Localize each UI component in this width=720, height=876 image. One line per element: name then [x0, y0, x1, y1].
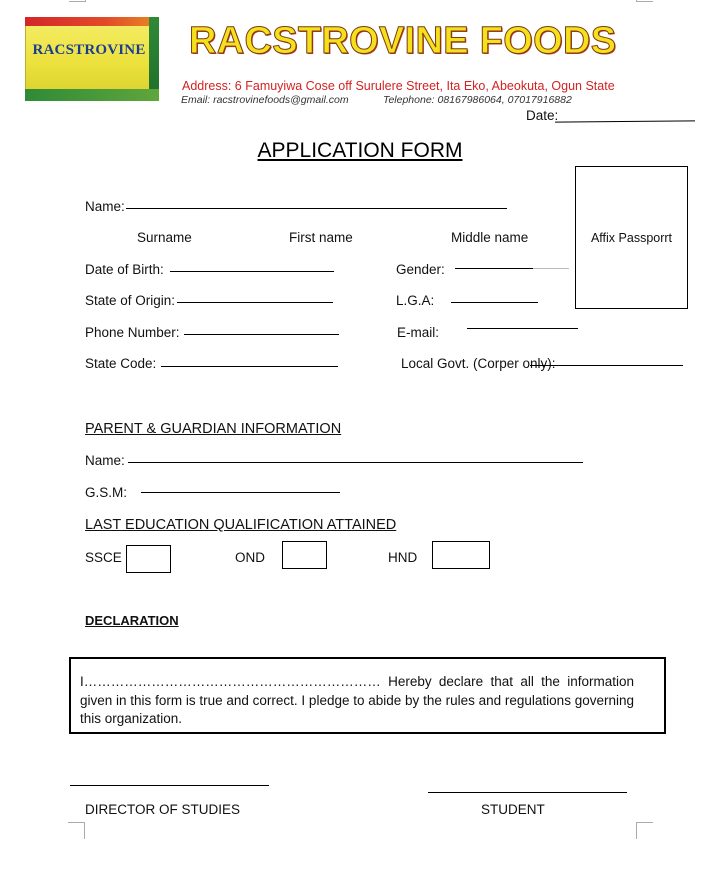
- declaration-heading: DECLARATION: [85, 613, 179, 628]
- lga-field[interactable]: [451, 302, 538, 303]
- corner-mark-top-right: [636, 0, 653, 2]
- ond-checkbox[interactable]: [282, 541, 327, 569]
- surname-caption: Surname: [137, 230, 192, 245]
- parent-name-field[interactable]: [128, 462, 583, 463]
- company-email: Email: racstrovinefoods@gmail.com: [181, 94, 349, 106]
- phone-field[interactable]: [184, 334, 339, 335]
- gender-field-tail: [533, 268, 569, 269]
- first-name-caption: First name: [289, 230, 353, 245]
- company-name: RACSTROVINE FOODS: [189, 20, 617, 62]
- state-origin-label: State of Origin:: [85, 293, 176, 308]
- corner-mark-bottom-right: [636, 822, 653, 839]
- student-signature-line[interactable]: [428, 792, 627, 793]
- ssce-label: SSCE: [85, 550, 122, 565]
- logo-red-stripe: [25, 17, 159, 26]
- company-telephone: Telephone: 08167986064, 07017916882: [383, 94, 572, 106]
- passport-label: Affix Passporrt: [590, 230, 673, 245]
- parent-name-label: Name:: [85, 453, 125, 468]
- name-label: Name:: [85, 199, 125, 214]
- gsm-field[interactable]: [141, 492, 340, 493]
- student-label: STUDENT: [481, 802, 545, 817]
- passport-photo-box[interactable]: [575, 166, 688, 309]
- middle-name-caption: Middle name: [451, 230, 529, 245]
- local-govt-field[interactable]: [530, 365, 683, 366]
- ssce-checkbox[interactable]: [126, 545, 171, 573]
- local-govt-label: Local Govt. (Corper only):: [401, 356, 556, 371]
- company-address: Address: 6 Famuyiwa Cose off Surulere Street, Ita Eko, Abeokuta, Ogun State: [182, 79, 615, 93]
- declaration-box: [69, 657, 666, 734]
- logo-text: RACSTROVINE: [32, 42, 146, 58]
- date-field[interactable]: [555, 120, 695, 122]
- corner-mark-top-left: [69, 0, 86, 2]
- phone-label: Phone Number:: [85, 325, 180, 340]
- hnd-checkbox[interactable]: [432, 541, 490, 569]
- declaration-text: I………………………………………………………… Hereby declare that all the information given in this form is true and correct. I pledge to abide by the rules and regulations governing this organization.: [80, 674, 634, 726]
- company-logo: [25, 17, 159, 101]
- gender-label: Gender:: [396, 262, 445, 277]
- email-label: E-mail:: [397, 325, 440, 340]
- lga-label: L.G.A:: [396, 293, 435, 308]
- state-code-field[interactable]: [161, 366, 338, 367]
- form-title: APPLICATION FORM: [257, 139, 463, 162]
- parent-section-heading: PARENT & GUARDIAN INFORMATION: [85, 421, 342, 437]
- education-section-heading: LAST EDUCATION QUALIFICATION ATTAINED: [85, 517, 397, 533]
- state-origin-field[interactable]: [177, 302, 333, 303]
- ond-label: OND: [235, 550, 265, 565]
- hnd-label: HND: [388, 550, 418, 565]
- corner-mark-bottom-left: [68, 822, 85, 839]
- email-field[interactable]: [467, 328, 578, 329]
- gsm-label: G.S.M:: [85, 485, 128, 500]
- gender-field[interactable]: [455, 268, 533, 269]
- director-signature-line[interactable]: [70, 785, 269, 786]
- name-field[interactable]: [126, 208, 507, 209]
- dob-field[interactable]: [170, 271, 334, 272]
- logo-green-base: [25, 89, 159, 101]
- state-code-label: State Code:: [85, 356, 157, 371]
- date-label: Date:: [526, 108, 559, 123]
- director-label: DIRECTOR OF STUDIES: [85, 802, 241, 817]
- dob-label: Date of Birth:: [85, 262, 164, 277]
